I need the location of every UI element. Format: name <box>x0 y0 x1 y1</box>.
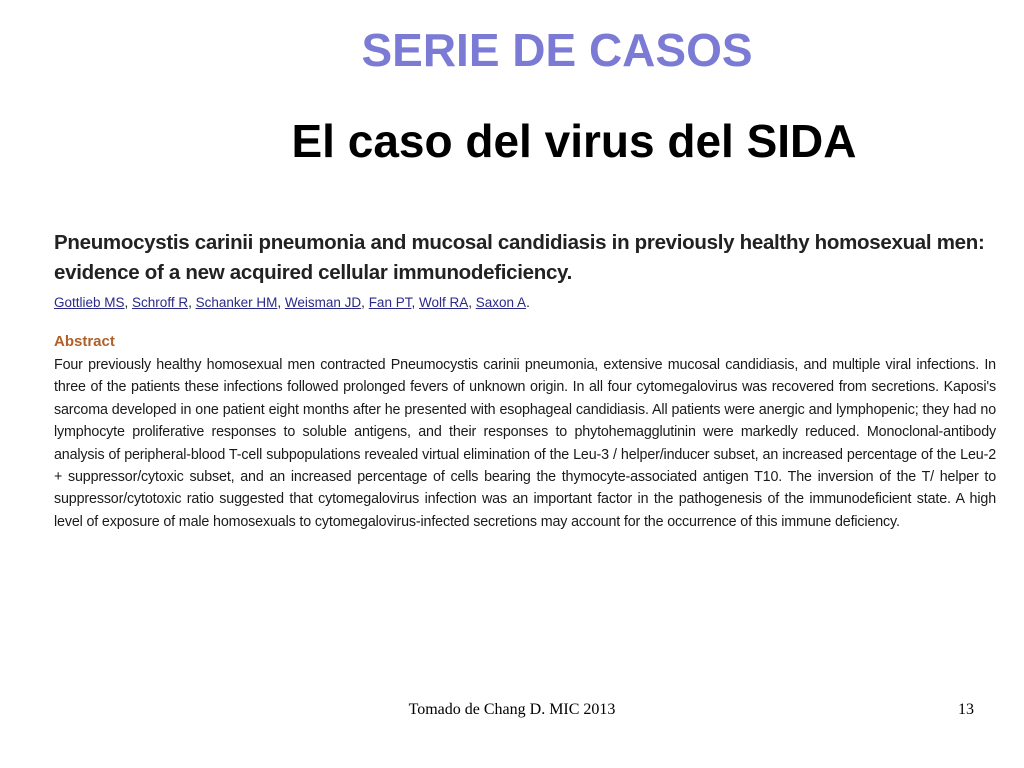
author-separator: , <box>124 295 133 310</box>
author-link-wolf[interactable]: Wolf RA <box>418 295 469 310</box>
slide-subtitle: El caso del virus del SIDA <box>291 115 857 167</box>
slide-title: SERIE DE CASOS <box>361 24 753 76</box>
author-link-gottlieb[interactable]: Gottlieb MS <box>54 295 125 310</box>
author-separator: , <box>468 295 476 310</box>
author-link-schroff[interactable]: Schroff R <box>132 295 189 310</box>
author-list <box>54 294 996 312</box>
footer-source: Tomado de Chang D. MIC 2013 <box>408 701 616 718</box>
author-separator: , <box>277 295 285 310</box>
author-separator: , <box>361 295 369 310</box>
authors-end: . <box>526 295 530 310</box>
page-number: 13 <box>958 701 974 718</box>
author-link-fan[interactable]: Fan PT <box>368 295 412 310</box>
author-link-weisman[interactable]: Weisman JD <box>284 295 362 310</box>
author-link-saxon[interactable]: Saxon A <box>475 295 527 310</box>
abstract-heading: Abstract <box>54 333 115 350</box>
author-separator: , <box>411 295 419 310</box>
article-excerpt <box>54 228 996 533</box>
abstract-text: Four previously healthy homosexual men contracted Pneumocystis carinii pneumonia, extensive mucosal candidiasis, and multiple viral infections. In three of the patients these infections followed prolonged fevers of unknown origin. In all four cytomegalovirus was recovered from secretions. Kaposi's sarcoma developed in one patient eight months after he presented with esophageal candidiasis. All patients were anergic and lymphopenic; they had no lymphocyte proliferative responses to soluble antigens, and their responses to phytohemagglutinin were markedly reduced. Monoclonal-antibody analysis of peripheral-blood T-cell subpopulations revealed virtual elimination of the Leu-3 / helper/inducer subset, an increased percentage of the Leu-2 + suppressor/cytoxic subset, and an increased percentage of cells bearing the thymocyte-associated antigen T10. The inversion of the T/ helper to suppressor/cytotoxic ratio suggested that cytomegalovirus infection was an important factor in the pathogenesis of the immunodeficient state. A high level of exposure of male homosexuals to cytomegalovirus-infected secretions may account for the occurrence of this immune deficiency. <box>54 357 996 530</box>
author-link-schanker[interactable]: Schanker HM <box>195 295 278 310</box>
article-title: Pneumocystis carinii pneumonia and mucosal candidiasis in previously healthy homosexual men: evidence of a new acquired cellular immunodeficiency. <box>54 231 985 284</box>
author-separator: , <box>188 295 196 310</box>
